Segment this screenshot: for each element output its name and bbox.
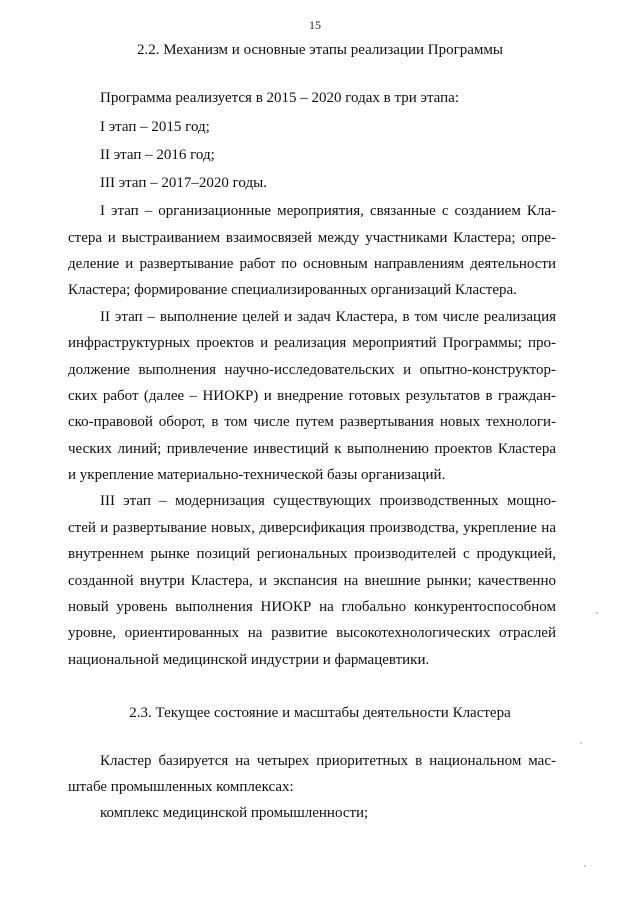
paragraph-line: Кластера; формирование специализированных организаций Кластера. xyxy=(68,282,517,298)
paragraph-line: национальной медицинской индустрии и фармацевтики. xyxy=(68,652,430,668)
paragraph-line: должение выполнения научно-исследовательских и опытно-конструктор- xyxy=(68,362,556,378)
page-number: 15 xyxy=(309,18,321,32)
paragraph-line: штабе промышленных комплексах: xyxy=(68,779,294,795)
paragraph-line: III этап – модернизация существующих производственных мощно- xyxy=(100,493,556,509)
scan-speck xyxy=(584,865,586,867)
paragraph-line: деление и развертывание работ по основным направлениям деятельности xyxy=(68,256,556,272)
paragraph-line: инфраструктурных проектов и реализация мероприятий Программы; про- xyxy=(68,335,556,351)
scan-speck xyxy=(596,612,598,614)
paragraph-line: ческих линий; привлечение инвестиций к выполнению проектов Кластера xyxy=(68,441,556,457)
paragraph-line: стера и выстраиванием взаимосвязей между участниками Кластера; опре- xyxy=(68,230,556,246)
paragraph-line: ских работ (далее – НИОКР) и внедрение готовых результатов в граждан- xyxy=(68,388,556,404)
paragraph-line: Кластер базируется на четырех приоритетных в национальном мас- xyxy=(100,753,556,769)
stage-item: I этап – 2015 год; xyxy=(100,119,210,135)
stage-item: II этап – 2016 год; xyxy=(100,147,215,163)
paragraph-line: ско-правовой оборот, в том числе путем развертывания новых технологи- xyxy=(68,414,556,430)
paragraph-line: созданной внутри Кластера, и экспансия на внешние рынки; качественно xyxy=(68,573,556,589)
paragraph-line: уровне, ориентированных на развитие высокотехнологических отраслей xyxy=(68,625,556,641)
scan-speck xyxy=(580,742,582,744)
paragraph-line: и укрепление материально-технической базы организаций. xyxy=(68,467,446,483)
section-heading: 2.3. Текущее состояние и масштабы деятельности Кластера xyxy=(129,705,511,721)
paragraph-line: II этап – выполнение целей и задач Кластера, в том числе реализация xyxy=(100,309,556,325)
paragraph-line: I этап – организационные мероприятия, связанные с созданием Кла- xyxy=(100,203,556,219)
paragraph-line: стей и развертывание новых, диверсификация производства, укрепление на xyxy=(68,520,556,536)
stage-item: III этап – 2017–2020 годы. xyxy=(100,175,267,191)
paragraph-line: новый уровень выполнения НИОКР на глобально конкурентоспособном xyxy=(68,599,556,615)
list-item: комплекс медицинской промышленности; xyxy=(100,805,369,821)
program-intro: Программа реализуется в 2015 – 2020 годах в три этапа: xyxy=(100,90,459,106)
paragraph-line: внутреннем рынке позиций региональных производителей с продукцией, xyxy=(68,546,556,562)
section-heading: 2.2. Механизм и основные этапы реализации Программы xyxy=(136,42,503,58)
